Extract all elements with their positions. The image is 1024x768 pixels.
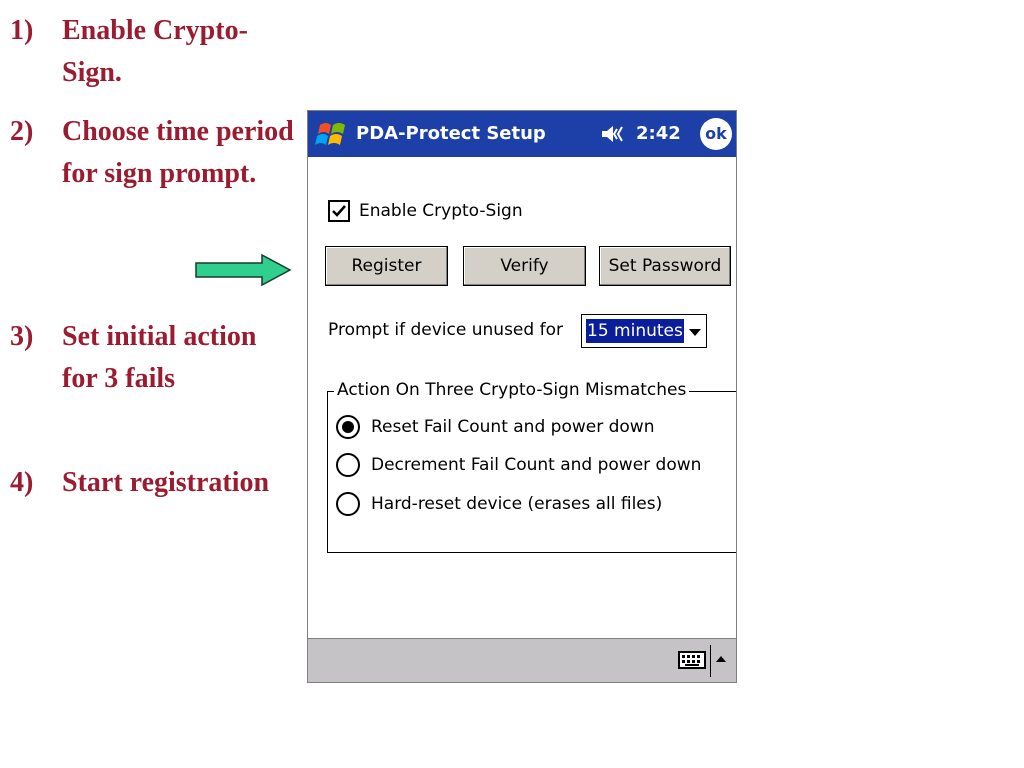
command-bar <box>308 638 736 683</box>
radio-button[interactable] <box>336 453 360 477</box>
step-text: Enable Crypto-Sign. <box>62 15 248 88</box>
radio-hard-reset[interactable] <box>336 490 662 518</box>
step-4 <box>10 462 300 504</box>
checkbox-box[interactable] <box>328 200 350 222</box>
group-title: Action On Three Crypto-Sign Mismatches <box>334 378 689 402</box>
radio-reset-fail-count[interactable] <box>336 413 654 441</box>
step-text: Set initial action for 3 fails <box>62 321 257 394</box>
verify-button[interactable]: Verify <box>463 246 586 286</box>
step-number: 2) <box>10 116 34 147</box>
set-password-button[interactable]: Set Password <box>599 246 731 286</box>
radio-button[interactable] <box>336 415 360 439</box>
step-text: Start registration <box>62 467 270 498</box>
pointer-arrow-icon <box>194 253 294 287</box>
title-bar <box>308 111 736 157</box>
step-text: Choose time period for sign prompt. <box>62 116 294 189</box>
step-1 <box>10 10 300 94</box>
step-number: 1) <box>10 15 34 46</box>
step-number: 3) <box>10 321 34 352</box>
step-3 <box>10 316 300 400</box>
enable-crypto-sign-checkbox[interactable] <box>328 199 523 223</box>
checkmark-icon <box>331 203 347 219</box>
radio-label: Reset Fail Count and power down <box>371 417 655 437</box>
windows-start-icon[interactable] <box>312 117 352 153</box>
divider <box>710 645 711 677</box>
register-button[interactable]: Register <box>325 246 448 286</box>
dropdown-selected-value: 15 minutes <box>587 321 683 341</box>
window-title: PDA-Protect Setup <box>356 123 546 144</box>
clock[interactable]: 2:42 <box>636 123 681 144</box>
speaker-icon[interactable] <box>600 124 630 144</box>
radio-label: Hard-reset device (erases all files) <box>371 494 663 514</box>
ok-button[interactable]: ok <box>700 118 732 150</box>
step-2 <box>10 111 300 195</box>
radio-button[interactable] <box>336 492 360 516</box>
pda-screen <box>307 110 737 683</box>
chevron-down-icon[interactable] <box>688 327 702 337</box>
keyboard-icon[interactable] <box>678 651 706 669</box>
radio-label: Decrement Fail Count and power down <box>371 455 702 475</box>
chevron-up-icon[interactable] <box>715 655 727 663</box>
radio-selected-dot <box>342 421 354 433</box>
step-number: 4) <box>10 467 34 498</box>
prompt-period-dropdown[interactable] <box>581 314 707 348</box>
prompt-label: Prompt if device unused for <box>328 320 563 340</box>
checkbox-label: Enable Crypto-Sign <box>359 201 523 221</box>
radio-decrement-fail-count[interactable] <box>336 451 701 479</box>
